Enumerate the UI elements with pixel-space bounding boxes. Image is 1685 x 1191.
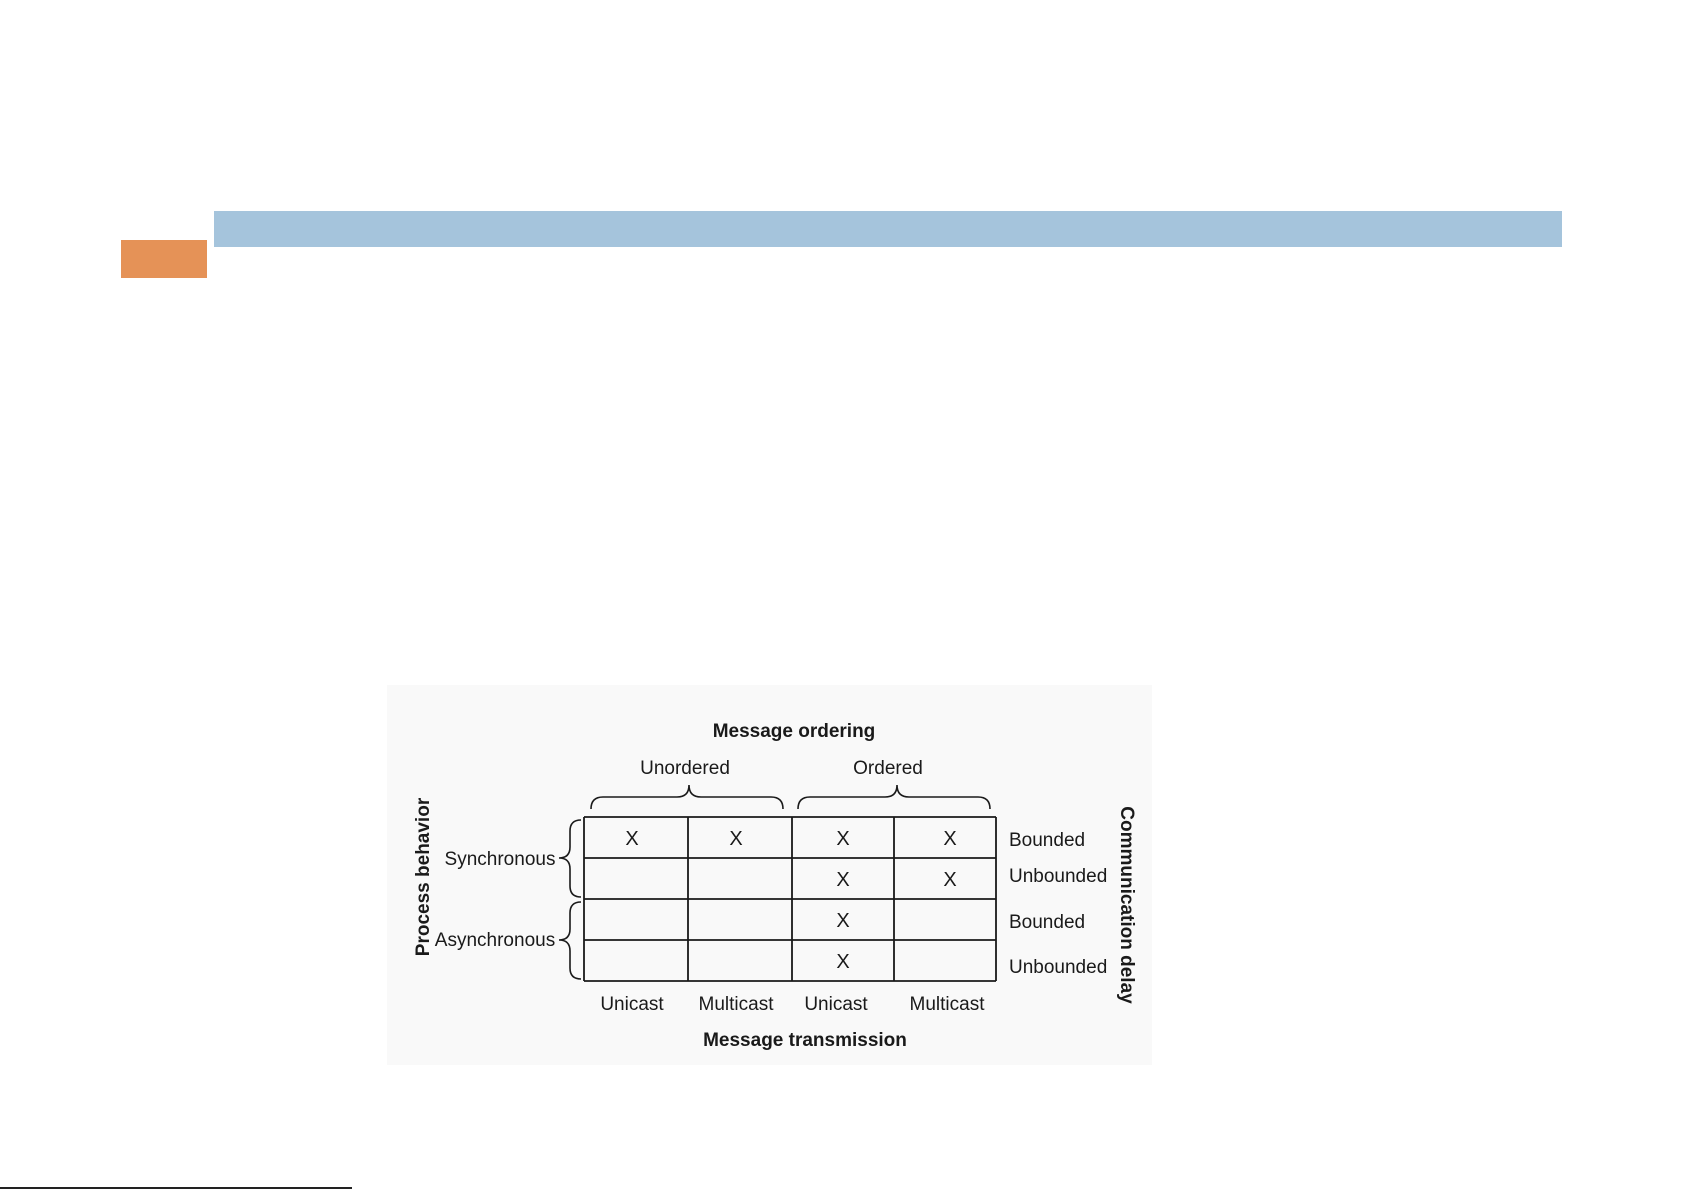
column-label-unicast: Unicast [804, 994, 868, 1015]
row-label-bounded: Bounded [1009, 830, 1086, 851]
column-label-multicast: Multicast [909, 994, 985, 1015]
column-label-unicast: Unicast [600, 994, 664, 1015]
brace-asynchronous [559, 902, 581, 979]
left-heading: Process behavior [413, 797, 434, 957]
row-group-asynchronous: Asynchronous [434, 930, 556, 951]
row-label-bounded: Bounded [1009, 912, 1086, 933]
column-label-multicast: Multicast [698, 994, 774, 1015]
brace-ordered [798, 785, 990, 809]
cell-mark: X [836, 910, 850, 932]
grid [584, 817, 996, 981]
cell-mark: X [943, 869, 957, 891]
column-group-unordered: Unordered [640, 758, 730, 779]
column-group-ordered: Ordered [853, 758, 923, 779]
row-label-unbounded: Unbounded [1009, 957, 1108, 978]
bottom-heading: Message transmission [703, 1030, 907, 1051]
cell-marks [625, 828, 956, 973]
cell-mark: X [729, 828, 743, 850]
cell-mark: X [836, 951, 850, 973]
top-heading: Message ordering [712, 721, 876, 742]
cell-mark: X [836, 869, 850, 891]
brace-unordered [591, 785, 783, 809]
cell-mark: X [943, 828, 957, 850]
cell-mark: X [836, 828, 850, 850]
cell-mark: X [625, 828, 639, 850]
row-label-unbounded: Unbounded [1009, 866, 1108, 887]
right-heading: Communication delay [1116, 806, 1137, 1004]
row-group-synchronous: Synchronous [444, 849, 556, 870]
brace-synchronous [559, 820, 581, 897]
